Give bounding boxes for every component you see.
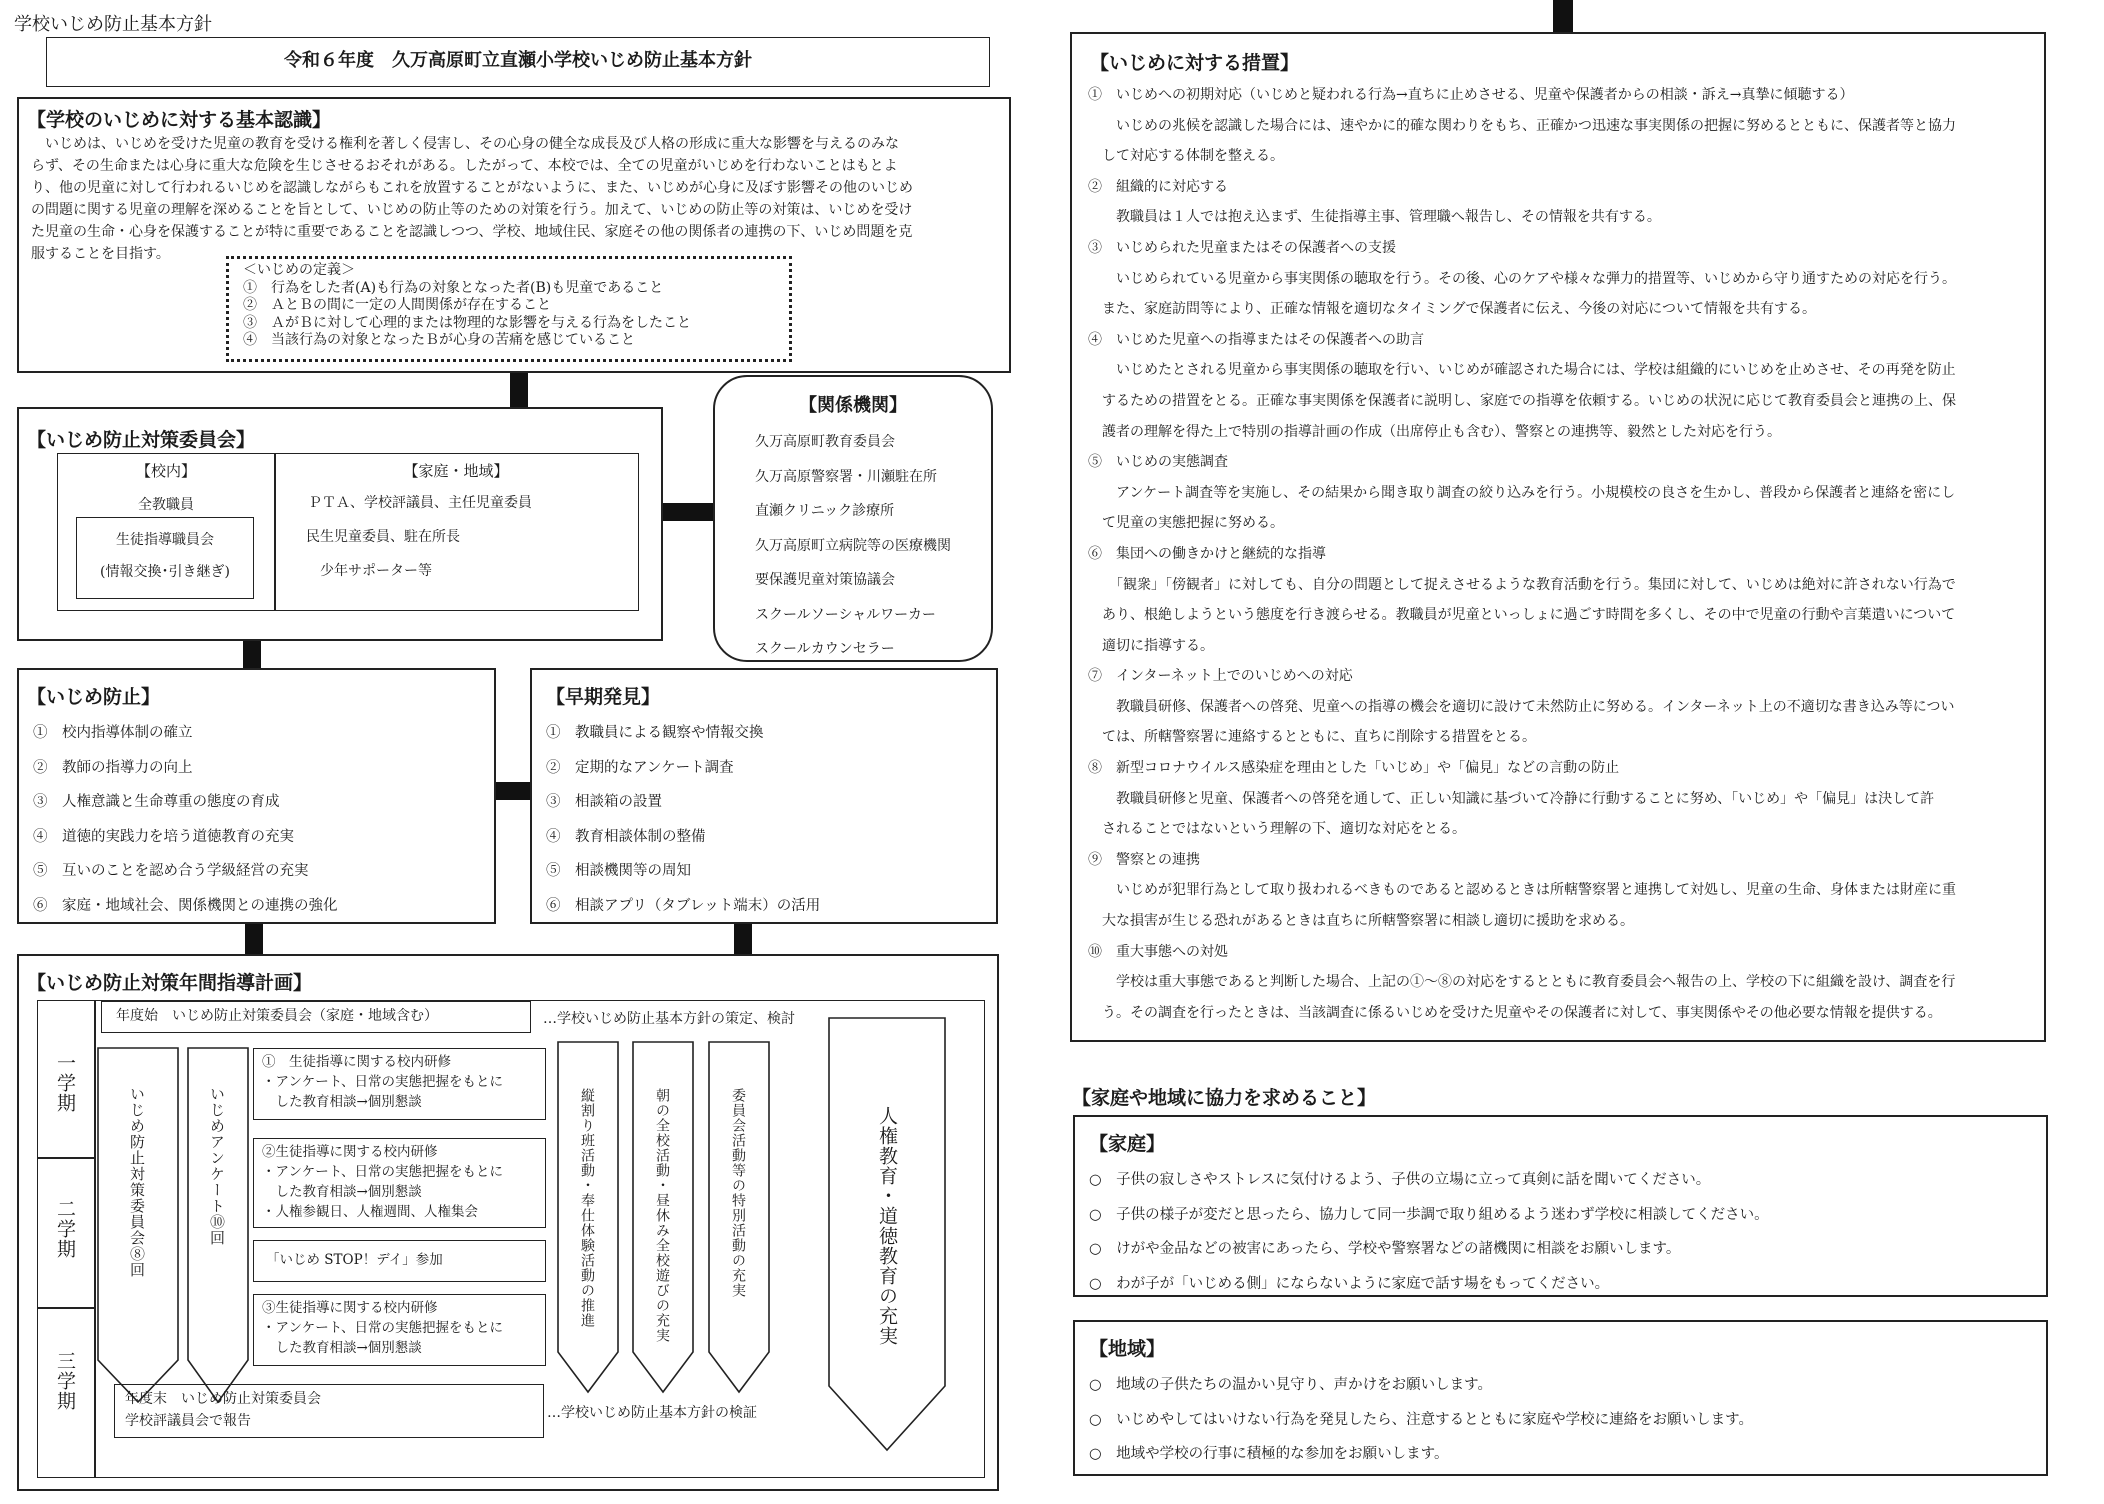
measures-line: ⑩ 重大事態への対処 [1088, 943, 1228, 960]
training-line: した教育相談→個別懇談 [262, 1094, 422, 1110]
measures-line: 教職員研修と児童、保護者への啓発を通して、正しい知識に基づいて冷静に行動することに努め、「いじめ」や「偏見」は決して許 [1088, 790, 1935, 807]
training-line: ・アンケート、日常の実態把握をもとに [262, 1164, 503, 1180]
area-list [1089, 1368, 1753, 1472]
connector [734, 924, 752, 954]
early-detection-box [530, 668, 998, 924]
measures-line: ③ いじめられた児童またはその保護者への支援 [1088, 239, 1396, 256]
definition-item: ① 行為をした者(A)も行為の対象となった者(B)も児童であること [243, 279, 664, 296]
agency-item: 要保護児童対策協議会 [755, 572, 895, 588]
recognition-line: り、他の児童に対して行われるいじめを認識しながらもこれを放置することがないように、また、いじめが心身に及ぼす影響その他のいじめ [31, 180, 913, 196]
definition-item: ④ 当該行為の対象となったＢが心身の苦痛を感じていること [243, 332, 635, 348]
prevention-box [17, 668, 496, 924]
year-end-note: …学校いじめ防止基本方針の検証 [547, 1405, 757, 1421]
prevention-heading: 【いじめ防止】 [27, 686, 161, 708]
measures-line: ④ いじめた児童への指導またはその保護者への助言 [1088, 331, 1424, 348]
recognition-line: た児童の生命・心身を保護することが特に重要であることを認識しつつ、学校、地域住民、家庭その他の関係者の連携の下、いじめ問題を克 [31, 224, 913, 240]
measures-line: ⑤ いじめの実態調査 [1088, 454, 1228, 471]
term-divider [38, 1307, 94, 1309]
measures-line: 学校は重大事態であると判断した場合、上記の①～⑧の対応をするとともに教育委員会へ報告の上、学校の下に組織を設け、調査を行 [1088, 974, 1956, 991]
recognition-text [31, 133, 913, 265]
prevention-item: ① 校内指導体制の確立 [33, 725, 193, 741]
area-item: ○ 地域や学校の行事に積極的な参加をお願いします。 [1089, 1446, 1449, 1462]
stop-day-box [253, 1240, 546, 1282]
early-item: ② 定期的なアンケート調査 [546, 759, 734, 776]
agency-item: 久万高原警察署・川瀬駐在所 [755, 468, 937, 485]
connector [245, 924, 263, 954]
early-item: ① 教職員による観察や情報交換 [546, 725, 764, 741]
committee-box [17, 407, 663, 641]
measures-line: いじめられている児童から事実関係の聴取を行う。その後、心のケアや様々な弾力的措置等、いじめから守り通すための対応を行う。 [1088, 270, 1956, 287]
measures-line: されることではないという理解の下、適切な対応をとる。 [1088, 821, 1466, 838]
measures-line: いじめたとされる児童から事実関係の聴取を行い、いじめが確認された場合には、学校は組織的にいじめを止めさせ、その再発を防止 [1088, 362, 1956, 379]
measures-line: ① いじめへの初期対応（いじめと疑われる行為→直ちに止めさせる、児童や保護者からの相談・訴え→真摯に傾聴する） [1088, 87, 1854, 103]
home-line: 民生児童委員、駐在所長 [306, 529, 460, 545]
school-staff: 全教職員 [138, 497, 194, 513]
cooperation-heading: 【家庭や地域に協力を求めること】 [1072, 1087, 1377, 1109]
measures-box [1070, 32, 2046, 1042]
training-line: ・アンケート、日常の実態把握をもとに [262, 1320, 503, 1336]
home-item: ○ わが子が「いじめる側」にならないように家庭で話す場をもってください。 [1089, 1275, 1610, 1292]
agency-item: スクールソーシャルワーカー [755, 606, 936, 623]
measures-line: また、家庭訪問等により、正確な情報を適切なタイミングで保護者に伝え、今後の対応について情報を共有する。 [1088, 301, 1816, 318]
school-activity-label: 朝の全校活動・昼休み全校遊びの充実 [654, 1088, 670, 1343]
prevention-item: ④ 道徳的実践力を培う道徳教育の充実 [33, 828, 294, 845]
home-item: ○ 子供の寂しさやストレスに気付けるよう、子供の立場に立って真剣に話を聞いてください。 [1089, 1172, 1711, 1188]
area-box [1073, 1320, 2048, 1476]
measures-line: あり、根絶しようという態度を行き渡らせる。教職員が児童といっしょに過ごす時間を多くし、その中で児童の行動や言葉遣いについて [1088, 607, 1956, 624]
year-end-line: 学校評議員会で報告 [125, 1413, 251, 1429]
definition-item: ③ ＡがＢに対して心理的または物理的な影響を与える行為をしたこと [243, 314, 691, 331]
training-line: した教育相談→個別懇談 [262, 1184, 422, 1200]
training-line: ②生徒指導に関する校内研修 [262, 1144, 438, 1160]
measures-line: するための措置をとる。正確な事実関係を保護者に説明し、家庭での指導を依頼する。いじめの状況に応じて教育委員会と連携の上、保 [1088, 392, 1956, 409]
measures-line: ② 組織的に対応する [1088, 178, 1228, 195]
committee-arrow-label: いじめ防止対策委員会⑧回 [128, 1086, 146, 1278]
measures-line: 教職員研修、保護者への啓発、児童への指導の機会を適切に設けて未然防止に努める。インターネット上の不適切な書き込み等につい [1088, 698, 1955, 715]
connector [496, 782, 530, 800]
connector [510, 373, 528, 407]
year-start-note: …学校いじめ防止基本方針の策定、検討 [543, 1011, 795, 1027]
measures-line: アンケート調査等を実施し、その結果から聞き取り調査の絞り込みを行う。小規模校の良さを生かし、普段から保護者と連絡を密にし [1088, 484, 1956, 501]
year-start-box [101, 1001, 531, 1033]
human-rights-label: 人権教育・道徳教育の充実 [876, 1106, 898, 1346]
measures-line: 教職員は１人では抱え込まず、生徒指導主事、管理職へ報告し、その情報を共有する。 [1088, 209, 1661, 226]
measures-heading: 【いじめに対する措置】 [1090, 52, 1300, 74]
committee-heading: 【いじめ防止対策委員会】 [27, 429, 256, 451]
training-line: ③生徒指導に関する校内研修 [262, 1300, 438, 1316]
measures-text [1088, 80, 1956, 1028]
prevention-item: ② 教師の指導力の向上 [33, 759, 193, 776]
home-list [1089, 1163, 1769, 1301]
group-activity-label: 縦割り班活動・奉仕体験活動の推進 [579, 1088, 595, 1328]
guidance-box [76, 517, 254, 599]
guidance-name: 生徒指導職員会 [116, 532, 214, 548]
measures-line: して対応する体制を整える。 [1088, 148, 1284, 165]
prevention-item: ⑥ 家庭・地域社会、関係機関との連携の強化 [33, 897, 338, 914]
definition-item: ② ＡとＢの間に一定の人間関係が存在すること [243, 297, 551, 313]
home-header: 【家庭・地域】 [403, 462, 509, 480]
training-line: ・人権参観日、人権週間、人権集会 [262, 1204, 478, 1220]
training-box-3 [253, 1294, 546, 1366]
measures-line: ⑨ 警察との連携 [1088, 851, 1200, 868]
early-item: ⑤ 相談機関等の周知 [546, 863, 691, 879]
area-item: ○ 地域の子供たちの温かい見守り、声かけをお願いします。 [1089, 1377, 1492, 1393]
home-item: ○ 子供の様子が変だと思ったら、協力して同一歩調で取り組めるよう迷わず学校に相談してください。 [1089, 1206, 1769, 1223]
measures-line: う。その調査を行ったときは、当該調査に係るいじめを受けた児童やその保護者に対して、事実関係やその他必要な情報を提供する。 [1088, 1004, 1942, 1021]
term-label: 一学期 [54, 1053, 76, 1113]
connector [243, 640, 261, 670]
term-label: 三学期 [54, 1351, 76, 1411]
recognition-heading: 【学校のいじめに対する基本認識】 [27, 109, 332, 131]
measures-line: ⑧ 新型コロナウイルス感染症を理由とした「いじめ」や「偏見」などの言動の防止 [1088, 760, 1620, 777]
school-header: 【校内】 [135, 462, 196, 480]
training-line: した教育相談→個別懇談 [262, 1340, 422, 1356]
year-start-text: 年度始 いじめ防止対策委員会（家庭・地域含む） [116, 1008, 438, 1024]
measures-line: ⑥ 集団への働きかけと継続的な指導 [1088, 545, 1326, 562]
recognition-line: いじめは、いじめを受けた児童の教育を受ける権利を著しく侵害し、その心身の健全な成長及び人格の形成に重大な影響を与えるのみな [31, 136, 899, 152]
term-label: 二学期 [54, 1199, 76, 1259]
training-line: ① 生徒指導に関する校内研修 [262, 1054, 451, 1070]
measures-line: 「観衆」「傍観者」に対しても、自分の問題として捉えさせるような教育活動を行う。集団に対して、いじめは絶対に許されない行為で [1088, 576, 1956, 593]
measures-line: ては、所轄警察署に連絡するとともに、直ちに削除する措置をとる。 [1088, 729, 1536, 746]
measures-line: ⑦ インターネット上でのいじめへの対応 [1088, 668, 1353, 685]
recognition-line: 服することを目指す。 [31, 246, 170, 262]
measures-line: 適切に指導する。 [1088, 637, 1214, 654]
home-line: ＰＴＡ、学校評議員、主任児童委員 [308, 495, 532, 511]
term-divider [38, 1157, 94, 1159]
annual-plan-box [17, 954, 999, 1491]
agency-item: スクールカウンセラー [755, 641, 895, 657]
agencies-heading: 【関係機関】 [799, 395, 907, 416]
committee-activity-label: 委員会活動等の特別活動の充実 [730, 1088, 746, 1298]
early-item: ③ 相談箱の設置 [546, 794, 662, 810]
committee-table [57, 453, 639, 611]
prevention-list [33, 716, 338, 923]
agencies-box [713, 375, 993, 662]
early-heading: 【早期発見】 [546, 686, 661, 708]
page-title: 令和６年度 久万高原町立直瀬小学校いじめ防止基本方針 [284, 50, 752, 71]
early-item: ④ 教育相談体制の整備 [546, 828, 706, 845]
definition-box [226, 256, 792, 362]
area-heading: 【地域】 [1089, 1338, 1166, 1360]
survey-arrow-label: いじめアンケート⑩回 [208, 1086, 226, 1246]
year-end-box [114, 1384, 544, 1438]
area-item: ○ いじめやしてはいけない行為を発見したら、注意するとともに家庭や学校に連絡をお願いします。 [1089, 1411, 1753, 1428]
year-end-line: 年度末 いじめ防止対策委員会 [125, 1391, 321, 1407]
recognition-line: の問題に関する児童の理解を深めることを旨として、いじめの防止等のための対策を行う。加えて、いじめの防止等の対策は、いじめを受け [31, 202, 913, 218]
home-line: 少年サポーター等 [320, 563, 432, 579]
prevention-item: ③ 人権意識と生命尊重の態度の育成 [33, 794, 280, 810]
recognition-line: らず、その生命または心身に重大な危険を生じさせるおそれがある。したがって、本校では、全ての児童がいじめを行わないことはもとよ [31, 158, 898, 174]
measures-line: いじめの兆候を認識した場合には、速やかに的確な関わりをもち、正確かつ迅速な事実関係の把握に努めるとともに、保護者等と協力 [1088, 117, 1956, 134]
definition-title: ＜いじめの定義＞ [243, 262, 355, 278]
early-list [546, 716, 820, 923]
annual-heading: 【いじめ防止対策年間指導計画】 [27, 972, 313, 994]
main-title-box [46, 37, 990, 87]
measures-line: 護者の理解を得た上で特別の指導計画の作成（出席停止も含む）、警察との連携等、毅然とした対応を行う。 [1088, 423, 1781, 440]
home-box [1073, 1115, 2048, 1297]
measures-line: 大な損害が生じる恐れがあるときは直ちに所轄警察署に相談し適切に援助を求める。 [1088, 913, 1634, 930]
early-item: ⑥ 相談アプリ（タブレット端末）の活用 [546, 897, 821, 914]
guidance-note: (情報交換･引き継ぎ) [100, 564, 230, 580]
connector [1553, 0, 1573, 32]
home-heading: 【家庭】 [1089, 1133, 1166, 1155]
agencies-list [755, 425, 951, 667]
training-line: ・アンケート、日常の実態把握をもとに [262, 1074, 503, 1090]
agency-item: 久万高原町教育委員会 [755, 434, 895, 450]
connector [663, 503, 713, 521]
recognition-box [17, 97, 1011, 373]
measures-line: いじめが犯罪行為として取り扱われるべきものであると認めるときは所轄警察署と連携して対処し、児童の生命、身体または財産に重 [1088, 882, 1956, 899]
measures-line: て児童の実態把握に努める。 [1088, 515, 1284, 532]
page-label: 学校いじめ防止基本方針 [14, 14, 212, 35]
prevention-item: ⑤ 互いのことを認め合う学級経営の充実 [33, 863, 309, 879]
home-item: ○ けがや金品などの被害にあったら、学校や警察署などの諸機関に相談をお願いします。 [1089, 1241, 1681, 1257]
stop-day-text: 「いじめ STOP！デイ」参加 [266, 1252, 443, 1268]
training-box-1 [253, 1048, 546, 1120]
training-box-2 [253, 1138, 546, 1228]
agency-item: 直瀬クリニック診療所 [755, 503, 895, 519]
agency-item: 久万高原町立病院等の医療機関 [755, 537, 951, 554]
